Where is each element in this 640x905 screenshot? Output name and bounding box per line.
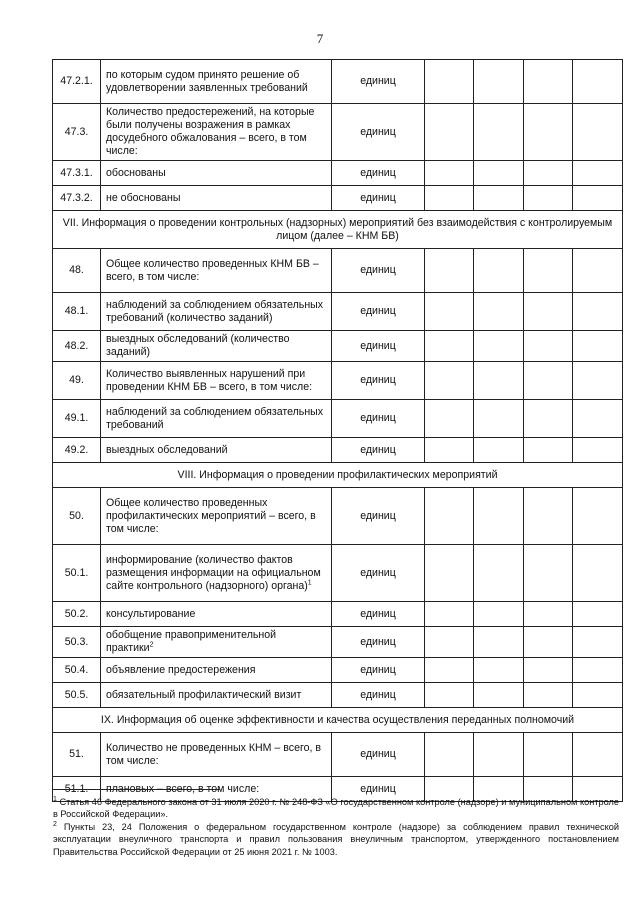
row-unit: единиц xyxy=(332,488,425,545)
row-indicator xyxy=(101,161,332,186)
value-cell xyxy=(474,683,524,708)
value-cell xyxy=(524,627,573,658)
row-unit: единиц xyxy=(332,362,425,400)
table-row xyxy=(53,331,623,362)
row-indicator xyxy=(101,60,332,104)
value-cell xyxy=(573,60,623,104)
value-cell xyxy=(425,683,474,708)
row-unit: единиц xyxy=(332,400,425,438)
row-indicator-text: наблюдений за соблюдением обязательных требований (количество заданий) xyxy=(106,298,324,324)
table-row xyxy=(53,186,623,211)
value-cell xyxy=(524,331,573,362)
value-cell xyxy=(474,362,524,400)
row-indicator xyxy=(101,331,332,362)
value-cell xyxy=(474,331,524,362)
table-row xyxy=(53,602,623,627)
value-cell xyxy=(425,602,474,627)
row-unit: единиц xyxy=(332,293,425,331)
row-indicator xyxy=(101,627,332,658)
value-cell xyxy=(425,60,474,104)
value-cell xyxy=(573,249,623,293)
row-unit: единиц xyxy=(332,438,425,463)
footnote-2-mark: 2 xyxy=(53,820,57,828)
value-cell xyxy=(474,161,524,186)
table-row xyxy=(53,60,623,104)
value-cell xyxy=(425,488,474,545)
row-unit: единиц xyxy=(332,60,425,104)
table-row xyxy=(53,161,623,186)
table-row xyxy=(53,400,623,438)
value-cell xyxy=(573,362,623,400)
row-unit: единиц xyxy=(332,249,425,293)
table-row xyxy=(53,249,623,293)
footnote-ref: 2 xyxy=(149,641,154,649)
row-number: 49.2. xyxy=(53,438,101,463)
row-indicator xyxy=(101,400,332,438)
row-indicator-text: обоснованы xyxy=(106,166,166,179)
value-cell xyxy=(573,488,623,545)
section-header-row xyxy=(53,463,623,488)
row-number: 50.2. xyxy=(53,602,101,627)
value-cell xyxy=(474,186,524,211)
value-cell xyxy=(425,658,474,683)
table-row xyxy=(53,362,623,400)
value-cell xyxy=(524,733,573,777)
row-number: 49. xyxy=(53,362,101,400)
table-row xyxy=(53,733,623,777)
row-indicator xyxy=(101,658,332,683)
row-unit: единиц xyxy=(332,331,425,362)
value-cell xyxy=(425,438,474,463)
value-cell xyxy=(524,438,573,463)
row-indicator-text: выездных обследований xyxy=(106,443,228,456)
table-row xyxy=(53,438,623,463)
row-number: 48.1. xyxy=(53,293,101,331)
value-cell xyxy=(425,545,474,602)
value-cell xyxy=(524,60,573,104)
value-cell xyxy=(524,683,573,708)
row-number: 49.1. xyxy=(53,400,101,438)
footnote-1 xyxy=(53,796,619,821)
row-indicator-text: плановых – всего, в том числе: xyxy=(106,782,260,795)
value-cell xyxy=(474,438,524,463)
row-number: 50.5. xyxy=(53,683,101,708)
row-unit: единиц xyxy=(332,683,425,708)
row-indicator xyxy=(101,488,332,545)
value-cell xyxy=(474,733,524,777)
table-row xyxy=(53,293,623,331)
row-number: 50.1. xyxy=(53,545,101,602)
row-number: 51.1. xyxy=(53,777,101,802)
value-cell xyxy=(524,400,573,438)
value-cell xyxy=(425,733,474,777)
value-cell xyxy=(573,186,623,211)
row-indicator xyxy=(101,438,332,463)
value-cell xyxy=(524,186,573,211)
section-header-row xyxy=(53,708,623,733)
row-number: 48. xyxy=(53,249,101,293)
section-title: VII. Информация о проведении контрольных (надзорных) мероприятий без взаимодействия с контролируемым лицом (далее – КНМ БВ) xyxy=(53,211,623,249)
value-cell xyxy=(573,104,623,161)
value-cell xyxy=(425,331,474,362)
row-indicator xyxy=(101,683,332,708)
row-number: 50.4. xyxy=(53,658,101,683)
value-cell xyxy=(573,438,623,463)
value-cell xyxy=(425,249,474,293)
page-number: 7 xyxy=(316,31,324,46)
row-indicator-text: Количество предостережений, на которые были получены возражения в рамках досудебного обжалования – всего, в том числе: xyxy=(106,106,315,157)
row-indicator-text: не обоснованы xyxy=(106,191,181,204)
value-cell xyxy=(524,488,573,545)
footnote-ref: 1 xyxy=(307,578,312,586)
value-cell xyxy=(425,293,474,331)
value-cell xyxy=(573,161,623,186)
table-row xyxy=(53,488,623,545)
value-cell xyxy=(573,293,623,331)
value-cell xyxy=(425,627,474,658)
section-header-row xyxy=(53,211,623,249)
row-unit: единиц xyxy=(332,777,425,802)
value-cell xyxy=(474,249,524,293)
row-indicator xyxy=(101,602,332,627)
row-indicator-text: информирование (количество фактов размещения информации на официальном сайте контрольного (надзорного) органа) xyxy=(106,553,321,592)
row-indicator xyxy=(101,249,332,293)
value-cell xyxy=(425,161,474,186)
value-cell xyxy=(425,104,474,161)
row-unit: единиц xyxy=(332,627,425,658)
row-indicator-text: по которым судом принято решение об удовлетворении заявленных требований xyxy=(106,68,308,94)
row-indicator-text: объявление предостережения xyxy=(106,663,256,676)
row-indicator xyxy=(101,104,332,161)
value-cell xyxy=(524,161,573,186)
row-indicator-text: консультирование xyxy=(106,607,196,620)
value-cell xyxy=(573,733,623,777)
value-cell xyxy=(474,627,524,658)
value-cell xyxy=(474,658,524,683)
row-indicator xyxy=(101,362,332,400)
row-indicator xyxy=(101,293,332,331)
value-cell xyxy=(425,400,474,438)
row-indicator xyxy=(101,186,332,211)
value-cell xyxy=(524,293,573,331)
row-number: 51. xyxy=(53,733,101,777)
value-cell xyxy=(474,60,524,104)
value-cell xyxy=(474,602,524,627)
row-indicator-text: обязательный профилактический визит xyxy=(106,688,302,701)
report-table xyxy=(52,59,623,802)
value-cell xyxy=(573,400,623,438)
row-number: 48.2. xyxy=(53,331,101,362)
row-indicator xyxy=(101,733,332,777)
row-indicator-text: выездных обследований (количество заданий) xyxy=(106,333,290,358)
value-cell xyxy=(573,683,623,708)
footnotes xyxy=(53,796,619,858)
table-row xyxy=(53,104,623,161)
value-cell xyxy=(425,186,474,211)
row-indicator-text: Общее количество проведенных КНМ БВ – всего, в том числе: xyxy=(106,257,319,283)
value-cell xyxy=(524,362,573,400)
row-unit: единиц xyxy=(332,602,425,627)
footnote-1-text: Статья 46 Федерального закона от 31 июля 2020 г. № 248-ФЗ «О государственном контроле (надзоре) и муниципальном контроле в Российской Федерации». xyxy=(53,797,619,820)
footnote-1-mark: 1 xyxy=(53,795,57,803)
section-title: IX. Информация об оценке эффективности и качества осуществления переданных полномочий xyxy=(53,708,623,733)
value-cell xyxy=(474,488,524,545)
row-number: 47.2.1. xyxy=(53,60,101,104)
row-indicator-text: наблюдений за соблюдением обязательных требований xyxy=(106,405,324,431)
row-number: 47.3.1. xyxy=(53,161,101,186)
value-cell xyxy=(573,602,623,627)
value-cell xyxy=(573,331,623,362)
row-indicator-text: Количество не проведенных КНМ – всего, в том числе: xyxy=(106,741,321,767)
footnote-2-text: Пункты 23, 24 Положения о федеральном государственном контроле (надзоре) за соблюдением правил технической эксплуатации внеуличного транспорта и правил пользования внеуличным транспортом, утвержденного постановлением Правительства Российской Федерации от 25 июня 2021 г. № 1003. xyxy=(53,821,619,857)
row-unit: единиц xyxy=(332,161,425,186)
row-number: 50.3. xyxy=(53,627,101,658)
row-unit: единиц xyxy=(332,186,425,211)
value-cell xyxy=(474,545,524,602)
row-number: 47.3. xyxy=(53,104,101,161)
table-row xyxy=(53,627,623,658)
footnote-divider xyxy=(53,789,220,790)
row-indicator-text: Общее количество проведенных профилактических мероприятий – всего, в том числе: xyxy=(106,496,316,535)
footnote-2 xyxy=(53,821,619,858)
table-row xyxy=(53,658,623,683)
row-unit: единиц xyxy=(332,733,425,777)
table-row xyxy=(53,683,623,708)
value-cell xyxy=(425,362,474,400)
value-cell xyxy=(474,400,524,438)
row-indicator-text: обобщение правоприменительной практики xyxy=(106,629,277,654)
row-indicator xyxy=(101,545,332,602)
value-cell xyxy=(474,104,524,161)
row-unit: единиц xyxy=(332,104,425,161)
section-title: VIII. Информация о проведении профилактических мероприятий xyxy=(53,463,623,488)
row-number: 50. xyxy=(53,488,101,545)
value-cell xyxy=(573,627,623,658)
value-cell xyxy=(524,602,573,627)
value-cell xyxy=(474,293,524,331)
value-cell xyxy=(573,658,623,683)
table-row xyxy=(53,545,623,602)
row-unit: единиц xyxy=(332,658,425,683)
row-indicator-text: Количество выявленных нарушений при проведении КНМ БВ – всего, в том числе: xyxy=(106,367,313,393)
row-number: 47.3.2. xyxy=(53,186,101,211)
value-cell xyxy=(524,545,573,602)
row-unit: единиц xyxy=(332,545,425,602)
value-cell xyxy=(524,249,573,293)
value-cell xyxy=(524,104,573,161)
value-cell xyxy=(573,545,623,602)
value-cell xyxy=(524,658,573,683)
